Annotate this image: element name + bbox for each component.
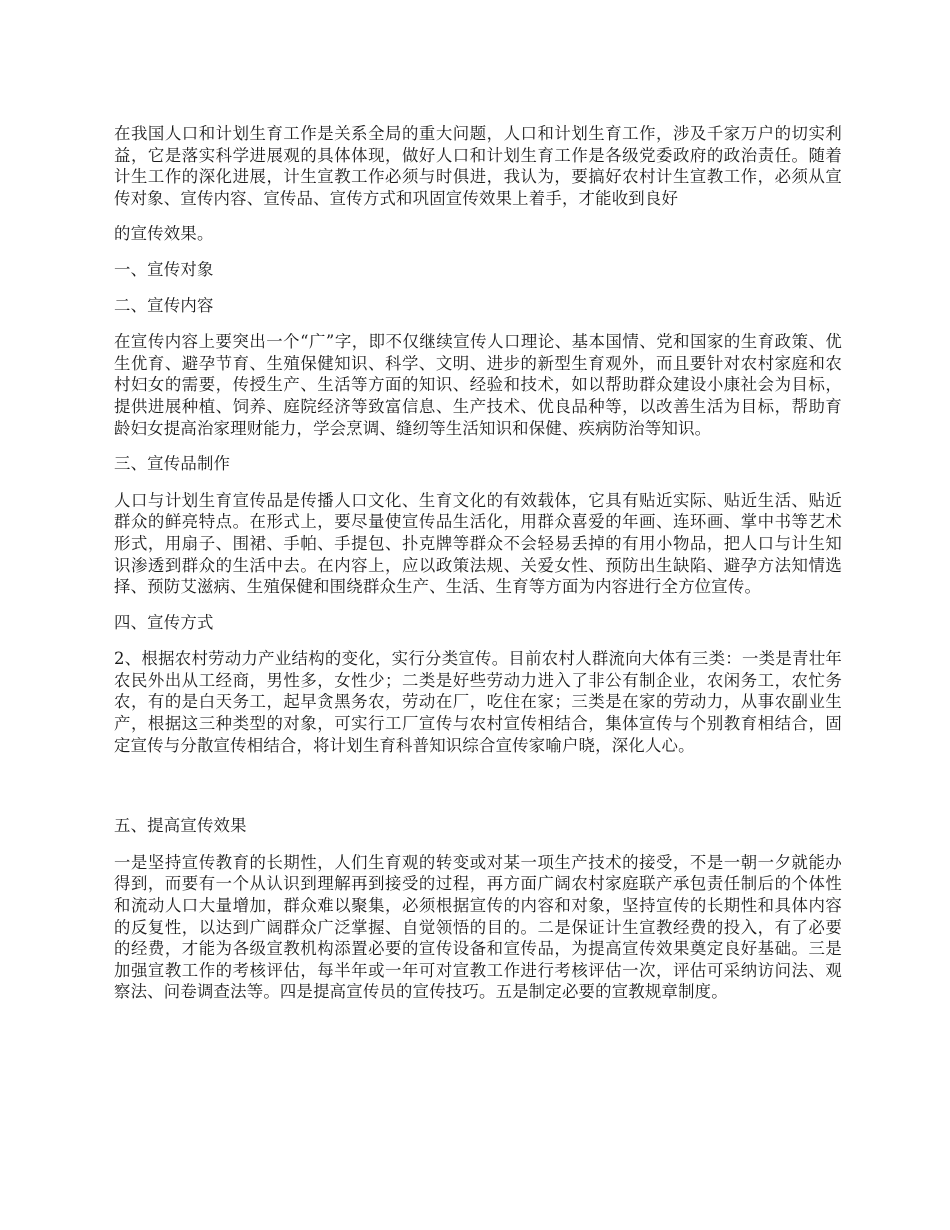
section-3-title: 三、宣传品制作 xyxy=(114,454,231,474)
document-page xyxy=(114,123,842,1003)
section-2-body: 在宣传内容上要突出一个“广”字，即不仅继续宣传人口理论、基本国情、党和国家的生育政策、优生优育、避孕节育、生殖保健知识、科学、文明、进步的新型生育观外，而且要针对农村家庭和农村妇女的需要，传授生产、生活等方面的知识、经验和技术，如以帮助群众建设小康社会为目标，提供进展种植、饲养、庭院经济等致富信息、生产技术、优良品种等，以改善生活为目标，帮助育龄妇女提高治家理财能力，学会烹调、缝纫等生活知识和保健、疾病防治等知识。 xyxy=(114,332,842,438)
section-4-body: 2、根据农村劳动力产业结构的变化，实行分类宣传。目前农村人群流向大体有三类：一类是青壮年农民外出从工经商，男性多，女性少；二类是好些劳动力进入了非公有制企业，农闲务工，农忙务农，有的是白天务工，起早贪黑务农，劳动在厂，吃住在家；三类是在家的劳动力，从事农副业生产，根据这三种类型的对象，可实行工厂宣传与农村宣传相结合，集体宣传与个别教育相结合，固定宣传与分散宣传相结合，将计划生育科普知识综合宣传家喻户晓，深化人心。 xyxy=(114,649,842,755)
section-4-title: 四、宣传方式 xyxy=(114,612,214,632)
section-5-title: 五、提高宣传效果 xyxy=(114,816,247,836)
section-2-title: 二、宣传内容 xyxy=(114,295,214,315)
section-3-body: 人口与计划生育宣传品是传播人口文化、生育文化的有效载体，它具有贴近实际、贴近生活、贴近群众的鲜亮特点。在形式上，要尽量使宣传品生活化，用群众喜爱的年画、连环画、掌中书等艺术形式，用扇子、围裙、手帕、手提包、扑克牌等群众不会轻易丢掉的有用小物品，把人口与计生知识渗透到群众的生活中去。在内容上，应以政策法规、关爱女性、预防出生缺陷、避孕方法知情选择、预防艾滋病、生殖保健和围绕群众生产、生活、生育等方面为内容进行全方位宣传。 xyxy=(114,490,842,597)
intro-paragraph: 在我国人口和计划生育工作是关系全局的重大问题，人口和计划生育工作，涉及千家万户的切实利益，它是落实科学进展观的具体体现，做好人口和计划生育工作是各级党委政府的政治责任。随着计生工作的深化进展，计生宣教工作必须与时俱进，我认为，要搞好农村计生宣教工作，必须从宣传对象、宣传内容、宣传品、宣传方式和巩固宣传效果上着手，才能收到良好 xyxy=(114,124,842,208)
section-5-body: 一是坚持宣传教育的长期性，人们生育观的转变或对某一项生产技术的接受，不是一朝一夕就能办得到，而要有一个从认识到理解再到接受的过程，再方面广阔农村家庭联产承包责任制后的个体性和流动人口大量增加，群众难以聚集，必须根据宣传的内容和对象，坚持宣传的长期性和具体内容的反复性，以达到广阔群众广泛掌握、自觉领悟的目的。二是保证计生宣教经费的投入，有了必要的经费，才能为各级宣教机构添置必要的宣传设备和宣传品，为提高宣传效果奠定良好基础。三是加强宣教工作的考核评估，每半年或一年可对宣教工作进行考核评估一次，评估可采纳访问法、观察法、问卷调查法等。四是提高宣传员的宣传技巧。五是制定必要的宣教规章制度。 xyxy=(114,852,842,1002)
section-1-title: 一、宣传对象 xyxy=(114,259,214,279)
intro-continuation: 的宣传效果。 xyxy=(114,224,214,244)
